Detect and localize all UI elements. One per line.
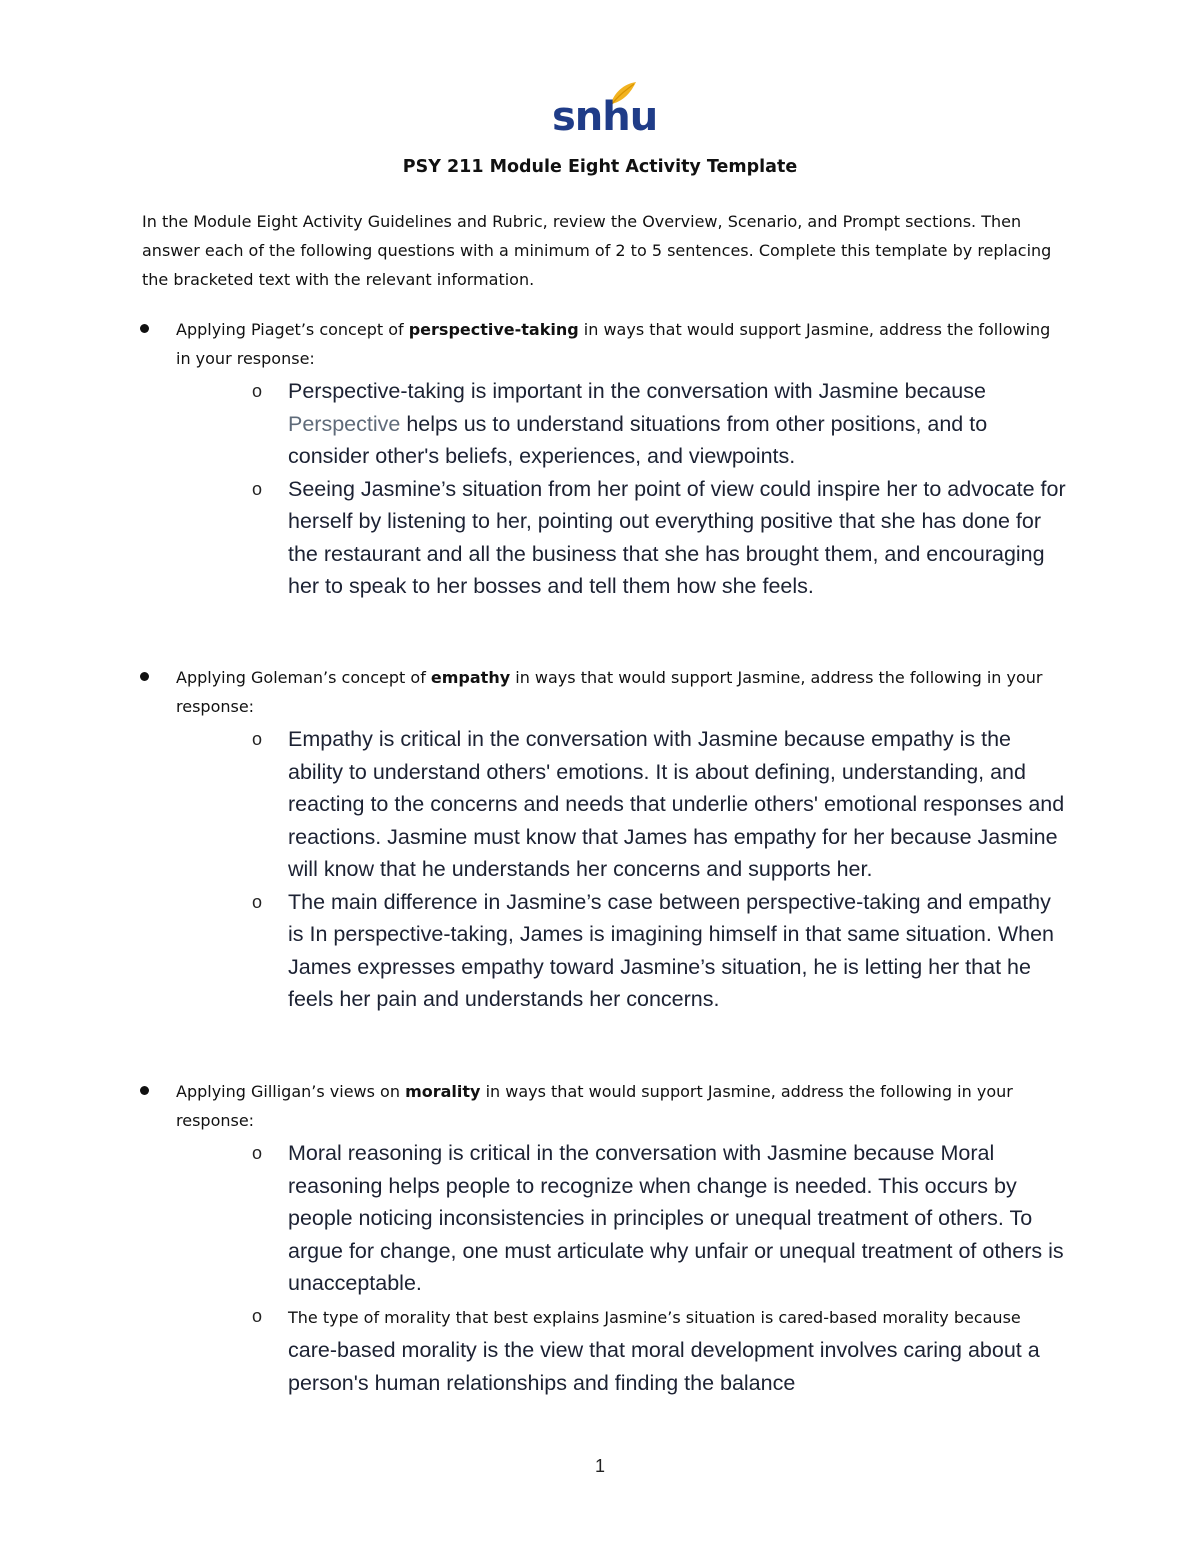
list-marker: o: [252, 1143, 263, 1163]
bullet-icon: [140, 1086, 149, 1095]
answer-text: Empathy is critical in the conversation with Jasmine because empathy is the ability to understand others' emotions. It is about defining, understanding, and reacting to the concerns and needs that underlie others' emotional responses and reactions. Jasmine must know that James has empathy for her because Jasmine will know that he understands her concerns and supports her.: [288, 727, 1065, 881]
prompt-empathy: [138, 663, 1068, 721]
bullet-icon: [140, 324, 149, 333]
list-marker: o: [252, 729, 263, 749]
list-marker: o: [252, 891, 263, 912]
answer-text: The main difference in Jasmine’s case between perspective-taking and empathy is In perspective-taking, James is imagining himself in that same situation. When James expresses empathy toward Jasmine’s situation, he is letting her that he feels her pain and understands her concerns.: [288, 889, 1054, 1011]
prompt-keyword: perspective-taking: [408, 320, 579, 339]
list-marker: o: [252, 1305, 263, 1326]
logo-text: snhu: [552, 94, 658, 140]
prompt-morality: [138, 1077, 1068, 1135]
prompt-text: Applying Goleman’s concept of: [176, 668, 431, 687]
bullet-icon: [140, 672, 149, 681]
list-marker: o: [252, 478, 263, 499]
prompt-text: in ways that would support Jasmine, address the following in your response:: [176, 1082, 1013, 1130]
section-empathy: [138, 663, 1068, 1016]
section-perspective-taking: [138, 315, 1068, 603]
answer-text: helps us to understand situations from other positions, and to consider other's beliefs, experiences, and viewpoints.: [288, 411, 988, 468]
page-title: PSY 211 Module Eight Activity Template: [402, 157, 798, 177]
list-marker: o: [252, 381, 263, 401]
section-morality: [138, 1077, 1068, 1399]
answer-text: care-based morality is the view that moral development involves caring about a person's human relationships and finding the balance: [288, 1338, 1040, 1395]
answer-item: [138, 375, 1068, 473]
intro-paragraph: In the Module Eight Activity Guidelines and Rubric, review the Overview, Scenario, and Prompt sections. Then answer each of the following questions with a minimum of 2 to 5 sentences. Complete this template by replacing the bracketed text with the relevant information.: [142, 212, 1052, 289]
page-number: 1: [594, 1456, 605, 1476]
answer-text: Seeing Jasmine’s situation from her point of view could inspire her to advocate for herself by listening to her, pointing out everything positive that she has done for the restaurant and all the business that she has brought them, and encouraging her to speak to her bosses and tell them how she feels.: [288, 476, 1066, 598]
prompt-text: in ways that would support Jasmine, address the following in your response:: [176, 320, 1051, 368]
prompt-text: in ways that would support Jasmine, address the following in your response:: [176, 668, 1043, 716]
prompt-text: Applying Piaget’s concept of: [176, 320, 409, 339]
prompt-keyword: morality: [405, 1082, 481, 1101]
answer-list: [138, 723, 1068, 1016]
answer-item: [138, 723, 1068, 886]
answer-item: [138, 1300, 1068, 1400]
snhu-logo: [552, 80, 658, 140]
answer-text: Perspective-taking is important in the conversation with Jasmine because: [288, 379, 986, 403]
answer-text: Perspective: [288, 411, 401, 436]
answer-lead-text: The type of morality that best explains Jasmine’s situation is cared-based morality because: [288, 1307, 1021, 1327]
prompt-keyword: empathy: [430, 668, 511, 687]
answer-text: Moral reasoning is critical in the conversation with Jasmine because Moral reasoning helps people to recognize when change is needed. This occurs by people noticing inconsistencies in principles or unequal treatment of others. To argue for change, one must articulate why unfair or unequal treatment of others is unacceptable.: [288, 1141, 1064, 1295]
answer-list: [138, 375, 1068, 603]
answer-item: [138, 886, 1068, 1016]
answer-item: [138, 1137, 1068, 1300]
prompt-text: Applying Gilligan’s views on: [176, 1082, 406, 1101]
prompt-perspective-taking: [138, 315, 1068, 373]
answer-item: [138, 473, 1068, 603]
answer-list: [138, 1137, 1068, 1399]
